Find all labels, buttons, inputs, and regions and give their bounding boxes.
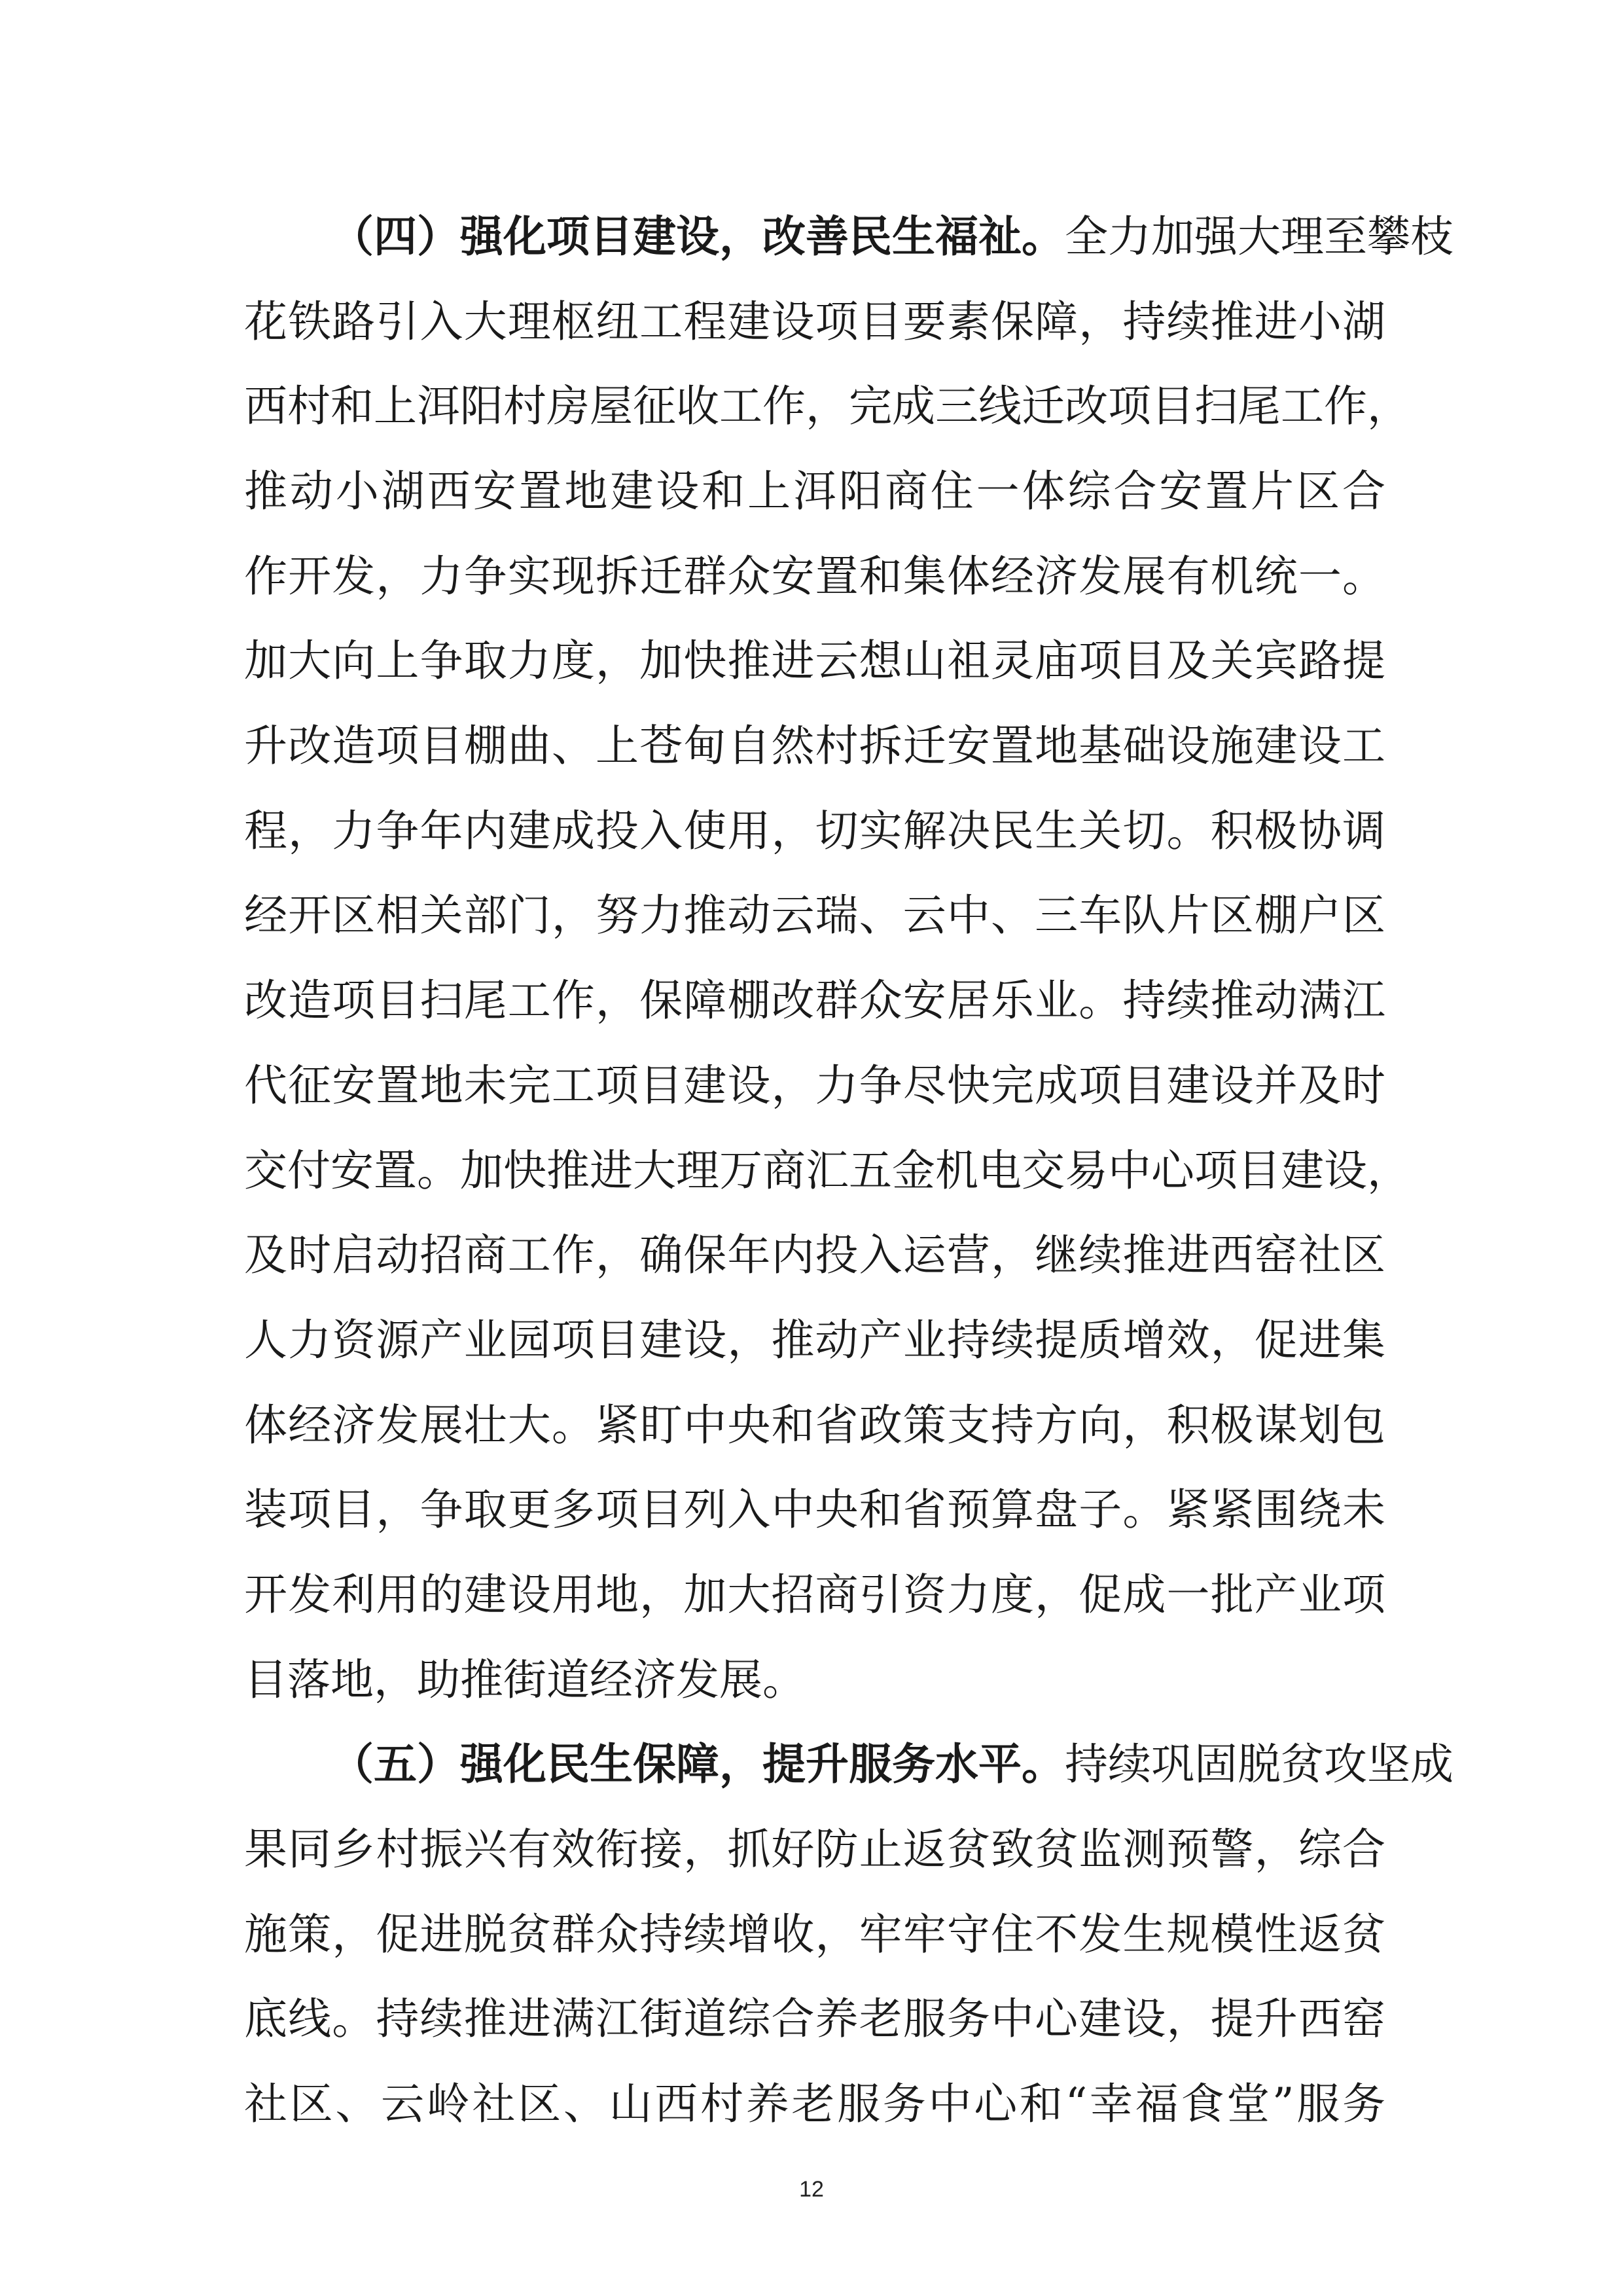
paragraph-5-line-5: 社区、云岭社区、山西村养老服务中心和“幸福食堂”服务 — [244, 2079, 1385, 2129]
paragraph-5-line-4: 底线。持续推进满江街道综合养老服务中心建设，提升西窑 — [244, 1994, 1385, 2044]
paragraph-4-line-3: 西村和上洱阳村房屋征收工作，完成三线迁改项目扫尾工作， — [244, 381, 1410, 431]
paragraph-4-line-8: 程，力争年内建成投入使用，切实解决民生关切。积极协调 — [244, 806, 1385, 856]
paragraph-4-line-9: 经开区相关部门，努力推动云瑞、云中、三车队片区棚户区 — [244, 890, 1385, 941]
paragraph-5-line-2: 果同乡村振兴有效衔接，抓好防止返贫致贫监测预警，综合 — [244, 1824, 1385, 1874]
paragraph-4-line-4: 推动小湖西安置地建设和上洱阳商住一体综合安置片区合 — [244, 466, 1385, 516]
paragraph-4-line-16: 装项目，争取更多项目列入中央和省预算盘子。紧紧围绕未 — [244, 1484, 1385, 1535]
paragraph-4-text: 全力加强大理至攀枝 — [1065, 211, 1454, 262]
paragraph-4-line-13: 及时启动招商工作，确保年内投入运营，继续推进西窑社区 — [244, 1230, 1385, 1280]
paragraph-4-heading: （四）强化项目建设，改善民生福祉。 — [330, 211, 1065, 262]
paragraph-5-line-1 — [330, 1738, 1454, 1791]
page-number: 12 — [799, 2177, 824, 2202]
paragraph-4-line-14: 人力资源产业园项目建设，推动产业持续提质增效，促进集 — [244, 1315, 1385, 1365]
paragraph-5-text: 持续巩固脱贫攻坚成 — [1065, 1739, 1454, 1789]
paragraph-4-line-10: 改造项目扫尾工作，保障棚改群众安居乐业。持续推动满江 — [244, 975, 1385, 1026]
paragraph-4-line-11: 代征安置地未完工项目建设，力争尽快完成项目建设并及时 — [244, 1060, 1385, 1111]
paragraph-4-line-15: 体经济发展壮大。紧盯中央和省政策支持方向，积极谋划包 — [244, 1400, 1385, 1450]
paragraph-4-line-6: 加大向上争取力度，加快推进云想山祖灵庙项目及关宾路提 — [244, 636, 1385, 686]
paragraph-5-heading: （五）强化民生保障，提升服务水平。 — [330, 1739, 1065, 1789]
paragraph-4-line-2: 花铁路引入大理枢纽工程建设项目要素保障，持续推进小湖 — [244, 296, 1385, 347]
paragraph-4-line-7: 升改造项目棚曲、上苍甸自然村拆迁安置地基础设施建设工 — [244, 721, 1385, 771]
paragraph-4-line-17: 开发利用的建设用地，加大招商引资力度，促成一批产业项 — [244, 1570, 1385, 1620]
paragraph-5-line-3: 施策，促进脱贫群众持续增收，牢牢守住不发生规模性返贫 — [244, 1909, 1385, 1960]
paragraph-4-line-5: 作开发，力争实现拆迁群众安置和集体经济发展有机统一。 — [244, 551, 1385, 601]
paragraph-4-line-1 — [330, 211, 1454, 263]
paragraph-4-line-12: 交付安置。加快推进大理万商汇五金机电交易中心项目建设， — [244, 1145, 1410, 1196]
paragraph-4-line-18: 目落地，助推街道经济发展。 — [244, 1655, 806, 1705]
